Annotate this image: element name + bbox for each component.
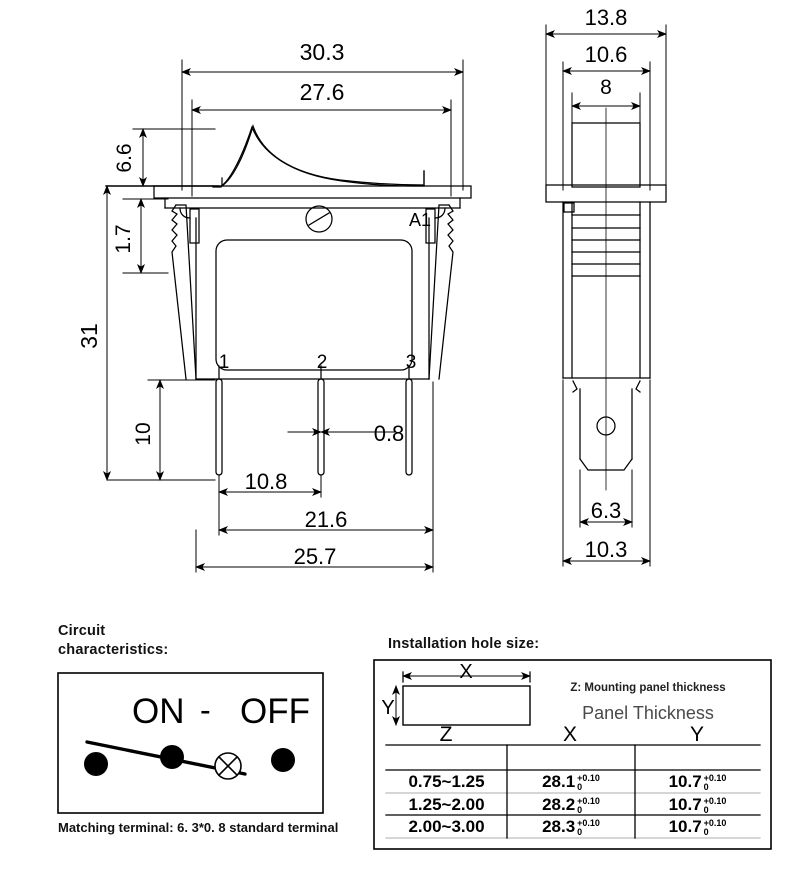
- dim-label-31: 31: [76, 323, 102, 349]
- circuit-state-off: OFF: [240, 692, 310, 731]
- side-view-body: [546, 108, 666, 490]
- table-cell-x: 28.3 +0.10 0: [542, 817, 600, 837]
- hole-label-x: X: [459, 661, 473, 683]
- dim-label-25-7: 25.7: [293, 544, 337, 569]
- circuit-footnote: Matching terminal: 6. 3*0. 8 standard terminal: [58, 820, 339, 835]
- marking-label-a1: A1: [408, 210, 432, 230]
- rocker-actuator: [213, 126, 424, 187]
- table-cell-y: 10.7 +0.10 0: [668, 817, 727, 837]
- table-cell-x: 28.2 +0.10 0: [542, 795, 600, 815]
- dim-label-0-8: 0.8: [373, 421, 405, 446]
- table-header-y: Y: [689, 723, 705, 746]
- dim-label-10-6: 10.6: [584, 42, 628, 67]
- bezel-tabs: [180, 208, 445, 243]
- dim-label-6-6: 6.6: [113, 143, 136, 173]
- circuit-state-on: ON: [132, 692, 185, 731]
- table-cell-x: 28.1 +0.10 0: [542, 772, 600, 792]
- dim-label-6-3: 6.3: [590, 498, 622, 523]
- dim-label-27-6: 27.6: [299, 79, 345, 105]
- side-terminal-blade: [573, 381, 640, 470]
- circuit-heading-line2: characteristics:: [58, 642, 169, 658]
- rocker-left-edge: [221, 127, 252, 186]
- dim-label-10-3: 10.3: [584, 537, 628, 562]
- circuit-state-separator: -: [200, 692, 211, 728]
- table-cell-z: 2.00~3.00: [408, 817, 485, 836]
- panel-thickness-note-light: Panel Thickness: [582, 703, 714, 723]
- dim-label-8: 8: [600, 76, 612, 99]
- table-header-z: Z: [439, 723, 453, 746]
- installation-heading: Installation hole size:: [388, 636, 540, 652]
- dim-label-10-8: 10.8: [244, 469, 288, 494]
- screw-head: [306, 206, 332, 232]
- panel-thickness-note-bold: Z: Mounting panel thickness: [570, 682, 726, 694]
- table-cell-z: 0.75~1.25: [408, 772, 485, 791]
- circuit-heading: [58, 622, 168, 660]
- rocker-right-edge: [252, 127, 424, 186]
- retention-clip-left: [172, 205, 196, 379]
- terminal-label-3: 3: [405, 352, 417, 373]
- dim-label-21-6: 21.6: [304, 507, 348, 532]
- terminal-label-1: 1: [218, 352, 230, 373]
- dim-label-10: 10: [132, 422, 155, 446]
- hole-label-y: Y: [381, 697, 395, 719]
- front-bezel: [154, 186, 471, 208]
- dim-10: [148, 380, 215, 480]
- table-cell-y: 10.7 +0.10 0: [668, 772, 727, 792]
- dim-label-1-7: 1.7: [112, 224, 135, 254]
- retention-clip-right: [429, 205, 453, 379]
- table-cell-y: 10.7 +0.10 0: [668, 795, 727, 815]
- dim-label-13-8: 13.8: [584, 5, 628, 30]
- dim-27-6: [192, 100, 451, 196]
- table-header-x: X: [562, 723, 578, 746]
- switch-body: [196, 218, 429, 379]
- circuit-heading-line1: Circuit: [58, 623, 106, 639]
- dim-label-30-3: 30.3: [299, 39, 345, 65]
- terminal-label-2: 2: [316, 352, 328, 373]
- table-cell-z: 1.25~2.00: [408, 795, 485, 814]
